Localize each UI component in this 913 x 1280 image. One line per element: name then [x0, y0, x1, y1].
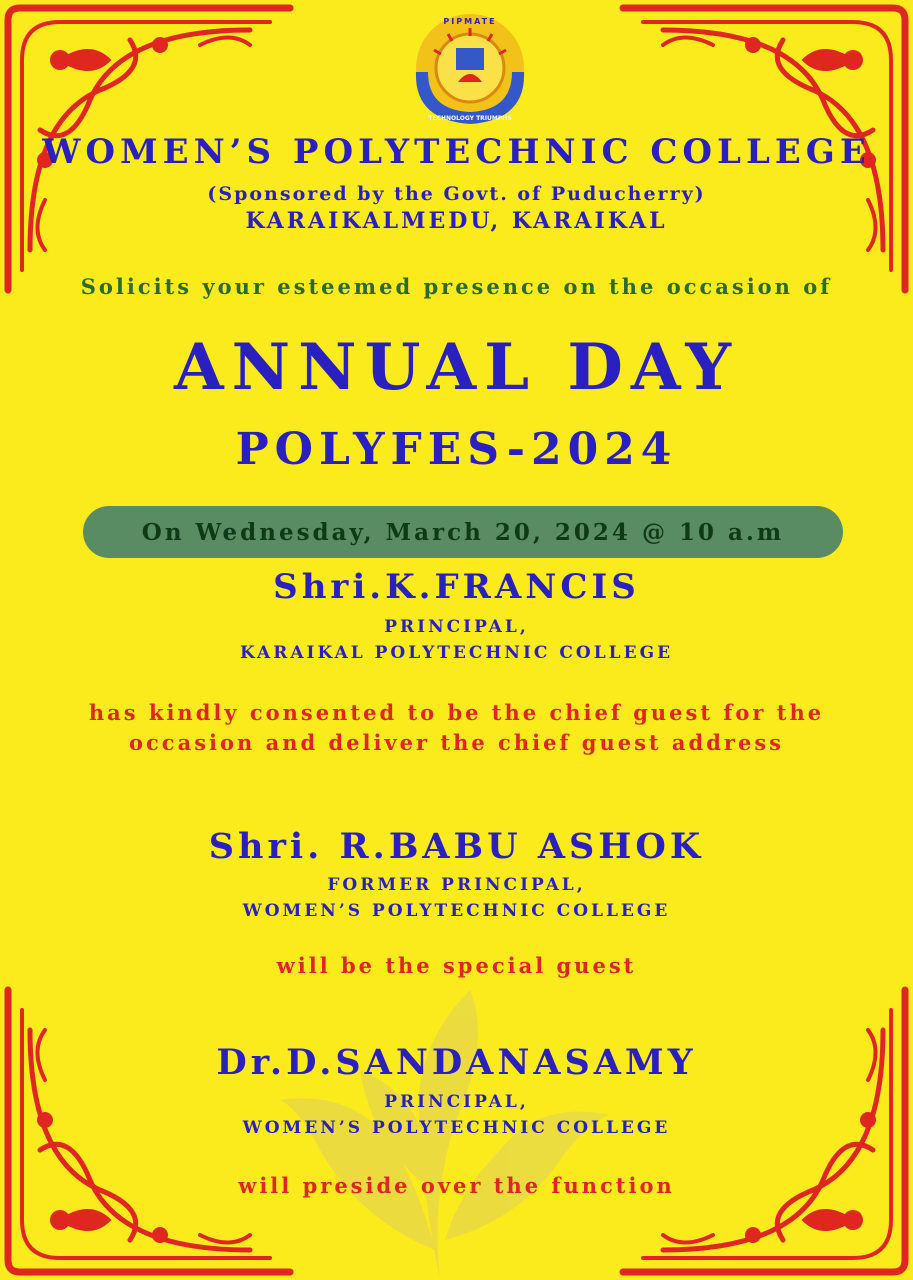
invitation-text: Solicits your esteemed presence on the occasion of	[80, 274, 833, 299]
college-sponsor: (Sponsored by the Govt. of Puducherry)	[207, 183, 706, 205]
special-guest-name: Shri. R.BABU ASHOK	[208, 826, 705, 867]
special-guest-institution: WOMEN’S POLYTECHNIC COLLEGE	[242, 901, 671, 921]
chief-guest-role-line1: has kindly consented to be the chief guest for the	[88, 700, 825, 725]
presider-name: Dr.D.SANDANASAMY	[216, 1042, 697, 1083]
college-location: KARAIKALMEDU, KARAIKAL	[245, 208, 668, 234]
chief-guest-designation: PRINCIPAL,	[384, 617, 529, 637]
special-guest-role: will be the special guest	[276, 953, 637, 978]
logo-bottom-text: TECHNOLOGY TRIUMPHS	[428, 115, 512, 122]
chief-guest-role-line2: occasion and deliver the chief guest address	[129, 730, 784, 755]
special-guest-designation: FORMER PRINCIPAL,	[327, 875, 586, 895]
presider-institution: WOMEN’S POLYTECHNIC COLLEGE	[242, 1118, 671, 1138]
presider-role: will preside over the function	[238, 1173, 675, 1198]
chief-guest-name: Shri.K.FRANCIS	[273, 567, 640, 607]
college-logo	[408, 10, 532, 128]
presider-designation: PRINCIPAL,	[384, 1092, 529, 1112]
logo-top-text: PIPMATE	[443, 17, 497, 26]
event-title: ANNUAL DAY	[173, 330, 740, 405]
chief-guest-institution: KARAIKAL POLYTECHNIC COLLEGE	[239, 643, 674, 663]
college-name: WOMEN’S POLYTECHNIC COLLEGE	[42, 132, 871, 172]
event-date: On Wednesday, March 20, 2024 @ 10 a.m	[141, 518, 785, 546]
event-subtitle: POLYFES-2024	[235, 424, 678, 475]
event-date-banner	[83, 506, 843, 558]
